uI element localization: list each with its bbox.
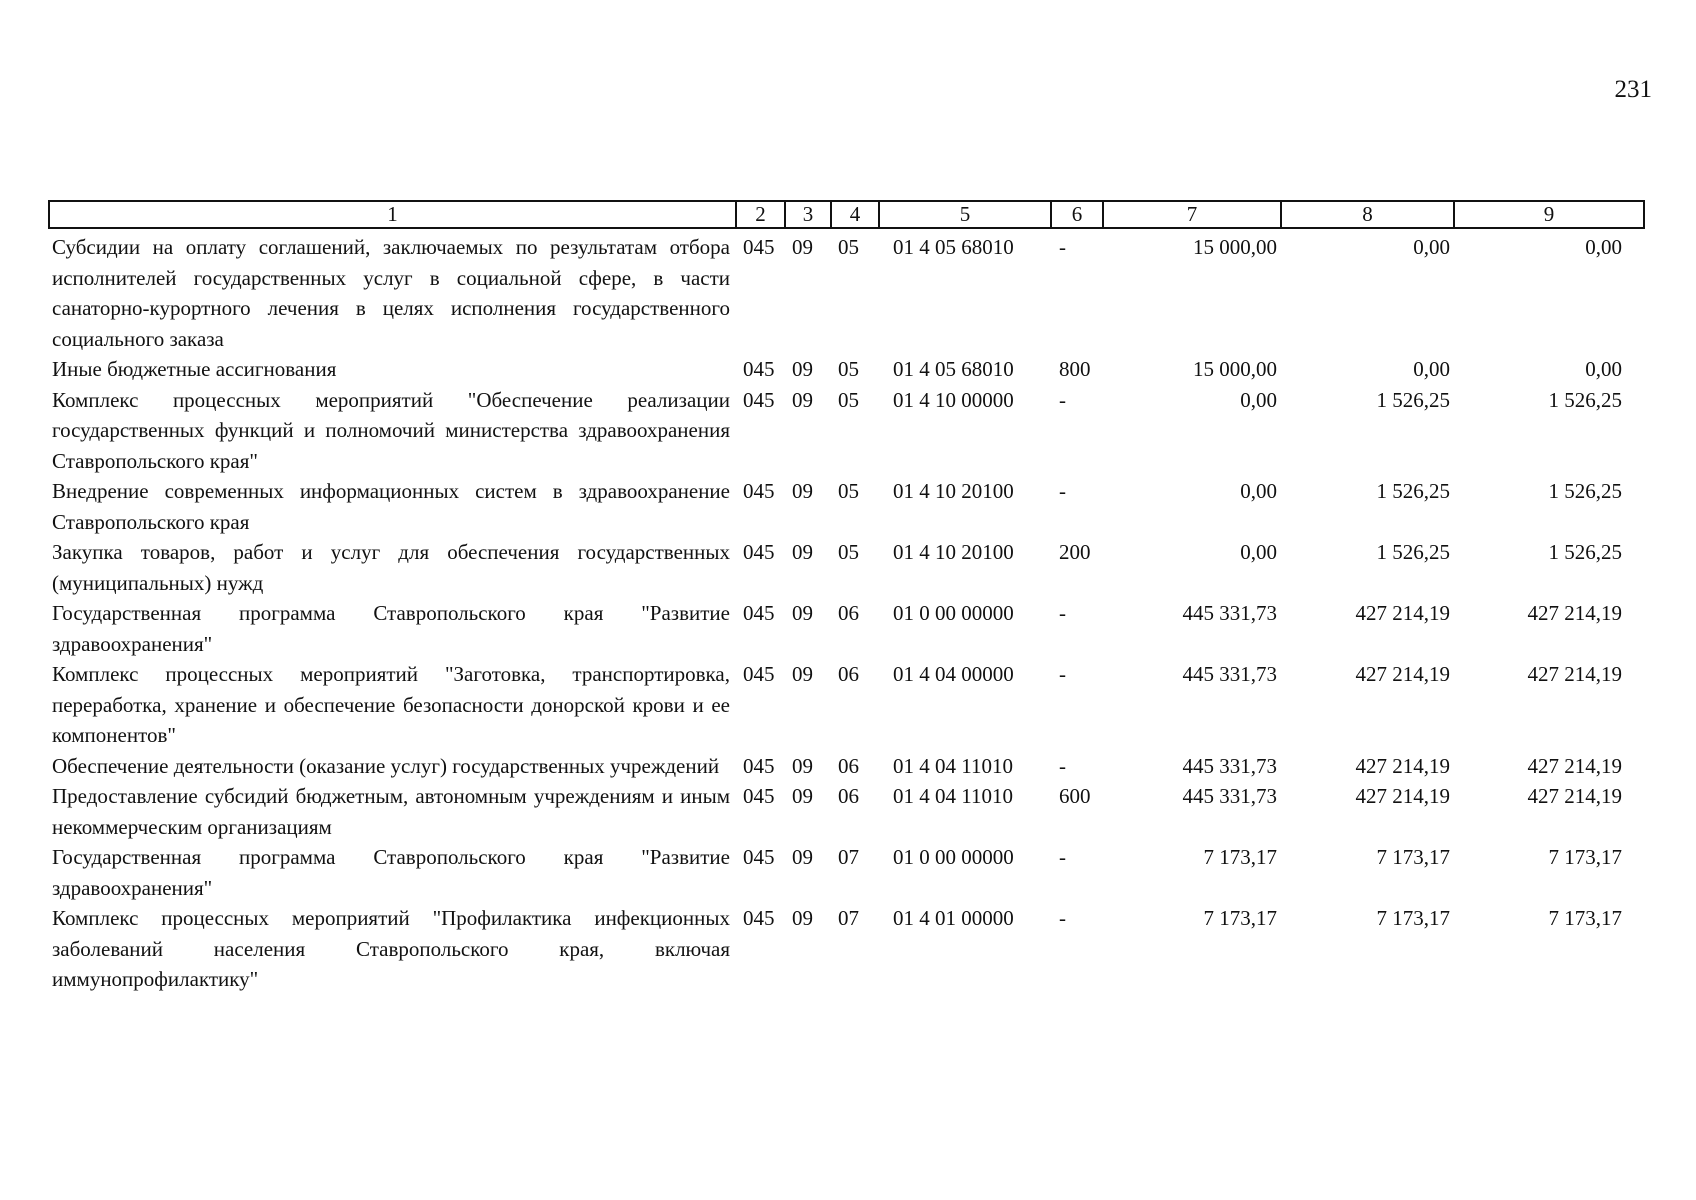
- expense-type-cell: -: [1059, 662, 1066, 686]
- expense-type-cell: -: [1059, 601, 1066, 625]
- table-row: [49, 751, 1644, 782]
- table-header-row: [49, 201, 1644, 228]
- target-article-cell: 01 4 10 20100: [893, 479, 1014, 503]
- column-header: 6: [1051, 201, 1103, 228]
- target-article-cell: 01 4 10 20100: [893, 540, 1014, 564]
- column-header: 5: [879, 201, 1051, 228]
- amount-col8-cell: 427 214,19: [1355, 753, 1450, 778]
- admin-code-cell: 045: [743, 540, 775, 564]
- amount-col9-cell: 0,00: [1585, 357, 1622, 381]
- amount-col9-cell: 1 526,25: [1548, 540, 1622, 564]
- page-number: 231: [1614, 76, 1652, 103]
- amount-col7-cell: 7 173,17: [1203, 845, 1277, 869]
- amount-col7-cell: 15 000,00: [1193, 357, 1277, 381]
- row-name-cell: Закупка товаров, работ и услуг для обеспечения государственных (муниципальных) нужд: [52, 540, 730, 595]
- subsection-cell: 05: [838, 357, 859, 381]
- section-cell: 09: [792, 662, 813, 686]
- amount-col7-cell: 15 000,00: [1193, 235, 1277, 259]
- subsection-cell: 05: [838, 479, 859, 503]
- amount-col8-cell: 1 526,25: [1376, 479, 1450, 503]
- budget-table: [48, 200, 1645, 995]
- section-cell: 09: [792, 540, 813, 564]
- expense-type-cell: 200: [1059, 540, 1091, 564]
- column-header: 7: [1103, 201, 1281, 228]
- expense-type-cell: -: [1059, 845, 1066, 869]
- subsection-cell: 06: [838, 753, 859, 778]
- row-name-cell: Субсидии на оплату соглашений, заключаемых по результатам отбора исполнителей государственных услуг в социальной сфере, в части санаторно-курортного лечения в целях исполнения государственного социального заказа: [52, 235, 730, 351]
- row-name-cell: Комплекс процессных мероприятий "Профилактика инфекционных заболеваний населения Ставропольского края, включая иммунопрофилактику": [52, 906, 730, 991]
- section-cell: 09: [792, 601, 813, 625]
- column-header: 3: [785, 201, 831, 228]
- column-header: 2: [736, 201, 785, 228]
- target-article-cell: 01 0 00 00000: [893, 601, 1014, 625]
- amount-col9-cell: 427 214,19: [1527, 753, 1622, 778]
- expense-type-cell: -: [1059, 906, 1066, 930]
- row-name-cell: Внедрение современных информационных систем в здравоохранение Ставропольского края: [52, 479, 730, 534]
- admin-code-cell: 045: [743, 601, 775, 625]
- target-article-cell: 01 4 05 68010: [893, 357, 1014, 381]
- amount-col7-cell: 0,00: [1240, 540, 1277, 564]
- target-article-cell: 01 4 04 11010: [893, 784, 1013, 808]
- admin-code-cell: 045: [743, 753, 775, 778]
- subsection-cell: 07: [838, 845, 859, 869]
- row-name-cell: Иные бюджетные ассигнования: [52, 357, 337, 381]
- amount-col8-cell: 0,00: [1413, 357, 1450, 381]
- amount-col8-cell: 427 214,19: [1355, 784, 1450, 808]
- target-article-cell: 01 4 04 00000: [893, 662, 1014, 686]
- amount-col9-cell: 1 526,25: [1548, 387, 1622, 412]
- subsection-cell: 06: [838, 662, 859, 686]
- amount-col8-cell: 1 526,25: [1376, 540, 1450, 564]
- subsection-cell: 07: [838, 906, 859, 930]
- amount-col9-cell: 0,00: [1585, 235, 1622, 259]
- amount-col9-cell: 427 214,19: [1527, 662, 1622, 686]
- amount-col7-cell: 445 331,73: [1182, 753, 1277, 778]
- row-name-cell: Государственная программа Ставропольского края "Развитие здравоохранения": [52, 845, 730, 900]
- admin-code-cell: 045: [743, 387, 775, 412]
- admin-code-cell: 045: [743, 235, 775, 259]
- target-article-cell: 01 4 04 11010: [893, 753, 1013, 778]
- amount-col9-cell: 1 526,25: [1548, 479, 1622, 503]
- amount-col7-cell: 445 331,73: [1182, 601, 1277, 625]
- amount-col8-cell: 427 214,19: [1355, 662, 1450, 686]
- amount-col7-cell: 445 331,73: [1182, 662, 1277, 686]
- target-article-cell: 01 4 05 68010: [893, 235, 1014, 259]
- table-row: [49, 598, 1644, 659]
- amount-col9-cell: 427 214,19: [1527, 784, 1622, 808]
- amount-col8-cell: 0,00: [1413, 235, 1450, 259]
- subsection-cell: 06: [838, 601, 859, 625]
- expense-type-cell: 800: [1059, 357, 1091, 381]
- expense-type-cell: -: [1059, 387, 1066, 412]
- admin-code-cell: 045: [743, 479, 775, 503]
- amount-col9-cell: 7 173,17: [1548, 906, 1622, 930]
- table-row: [49, 903, 1644, 995]
- admin-code-cell: 045: [743, 906, 775, 930]
- subsection-cell: 05: [838, 387, 859, 412]
- expense-type-cell: -: [1059, 235, 1066, 259]
- row-name-cell: Обеспечение деятельности (оказание услуг) государственных учреждений: [52, 753, 720, 778]
- admin-code-cell: 045: [743, 845, 775, 869]
- table-row: [49, 842, 1644, 903]
- amount-col8-cell: 7 173,17: [1376, 845, 1450, 869]
- amount-col9-cell: 427 214,19: [1527, 601, 1622, 625]
- section-cell: 09: [792, 753, 813, 778]
- subsection-cell: 05: [838, 540, 859, 564]
- column-header: 9: [1454, 201, 1644, 228]
- column-header: 4: [831, 201, 879, 228]
- section-cell: 09: [792, 387, 813, 412]
- table-row: [49, 781, 1644, 842]
- target-article-cell: 01 4 10 00000: [893, 387, 1014, 412]
- table-row: [49, 228, 1644, 354]
- expense-type-cell: -: [1059, 753, 1066, 778]
- amount-col8-cell: 7 173,17: [1376, 906, 1450, 930]
- target-article-cell: 01 0 00 00000: [893, 845, 1014, 869]
- amount-col8-cell: 427 214,19: [1355, 601, 1450, 625]
- admin-code-cell: 045: [743, 784, 775, 808]
- section-cell: 09: [792, 479, 813, 503]
- table-body: [49, 228, 1644, 995]
- section-cell: 09: [792, 906, 813, 930]
- amount-col8-cell: 1 526,25: [1376, 387, 1450, 412]
- table-row: [49, 659, 1644, 751]
- section-cell: 09: [792, 845, 813, 869]
- row-name-cell: Комплекс процессных мероприятий "Обеспечение реализации государственных функций и полномочий министерства здравоохранения Ставропольского края": [52, 387, 730, 473]
- column-header: 8: [1281, 201, 1454, 228]
- row-name-cell: Предоставление субсидий бюджетным, автономным учреждениям и иным некоммерческим организациям: [52, 784, 730, 839]
- table-row: [49, 537, 1644, 598]
- table-row: [49, 354, 1644, 385]
- admin-code-cell: 045: [743, 662, 775, 686]
- amount-col7-cell: 0,00: [1240, 479, 1277, 503]
- expense-type-cell: -: [1059, 479, 1066, 503]
- subsection-cell: 05: [838, 235, 859, 259]
- admin-code-cell: 045: [743, 357, 775, 381]
- column-header: 1: [49, 201, 736, 228]
- section-cell: 09: [792, 357, 813, 381]
- section-cell: 09: [792, 235, 813, 259]
- amount-col9-cell: 7 173,17: [1548, 845, 1622, 869]
- subsection-cell: 06: [838, 784, 859, 808]
- section-cell: 09: [792, 784, 813, 808]
- amount-col7-cell: 445 331,73: [1182, 784, 1277, 808]
- table-row: [49, 476, 1644, 537]
- amount-col7-cell: 7 173,17: [1203, 906, 1277, 930]
- table-row: [49, 385, 1644, 477]
- row-name-cell: Государственная программа Ставропольского края "Развитие здравоохранения": [52, 601, 730, 656]
- expense-type-cell: 600: [1059, 784, 1091, 808]
- amount-col7-cell: 0,00: [1240, 387, 1277, 412]
- target-article-cell: 01 4 01 00000: [893, 906, 1014, 930]
- row-name-cell: Комплекс процессных мероприятий "Заготовка, транспортировка, переработка, хранение и обеспечение безопасности донорской крови и ее компонентов": [52, 662, 730, 747]
